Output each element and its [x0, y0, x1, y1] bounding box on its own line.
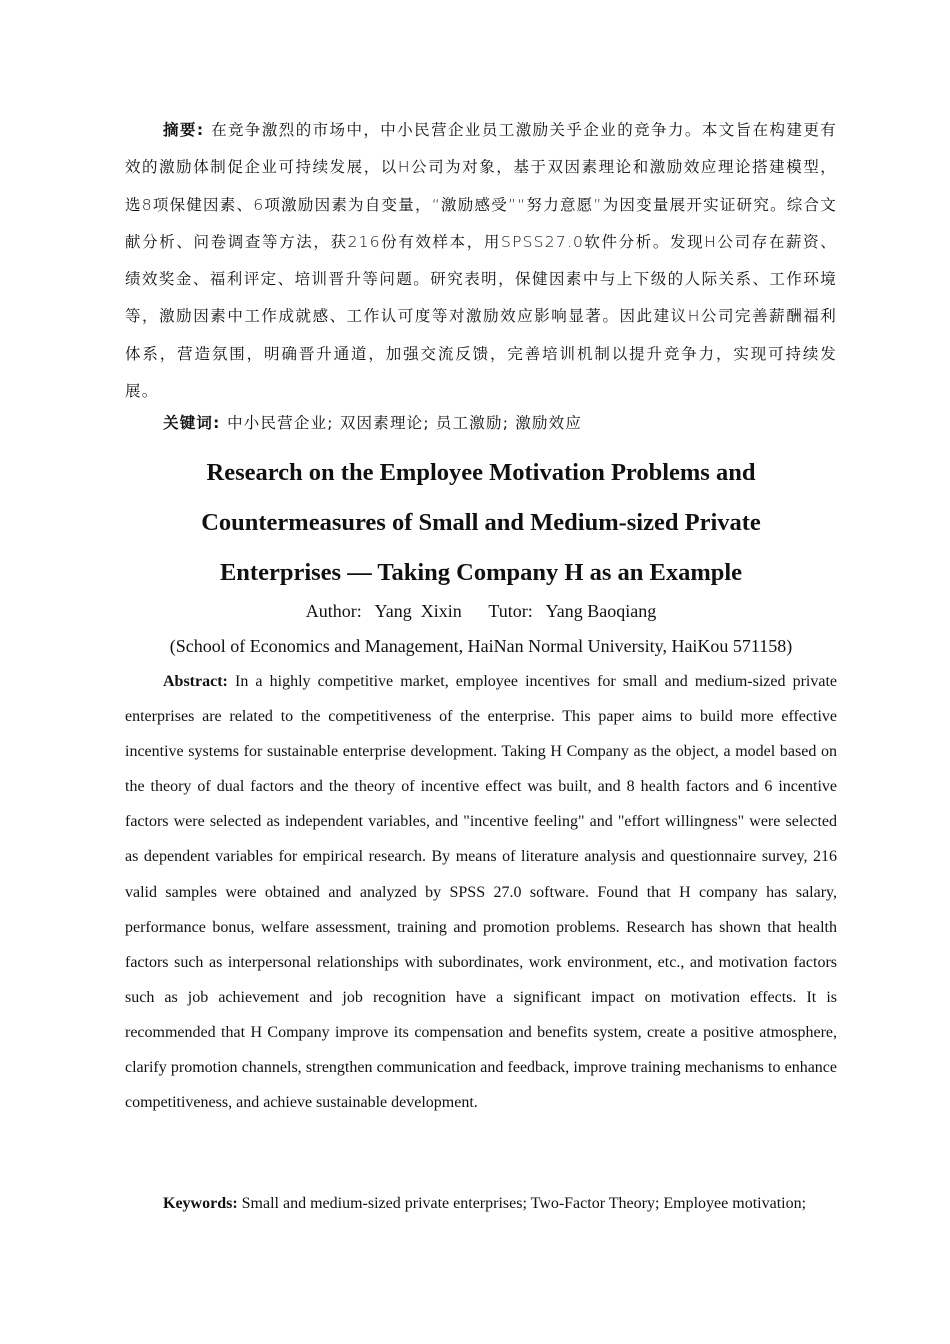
english-abstract-text: In a highly competitive market, employee incentives for small and medium-sized private enterprises are related to the competitiveness of the enterprise. This paper aims to build more effective incentive systems for sustainable enterprise development. Taking H Company as the object, a model based on the theory of dual factors and the theory of incentive effect was built, and 8 health factors and 6 incentive factors were selected as independent variables, and "incentive feeling" and "effort willingness" were selected as dependent variables for empirical research. By means of literature analysis and questionnaire survey, 216 valid samples were obtained and analyzed by SPSS 27.0 software. Found that H company has salary, performance bonus, welfare assessment, training and promotion problems. Research has shown that health factors such as interpersonal relationships with subordinates, work environment, etc., and motivation factors such as job achievement and job recognition have a significant impact on motivation effects. It is recommended that H Company improve its compensation and benefits system, create a positive atmosphere, clarify promotion channels, strengthen communication and feedback, improve training mechanisms to enhance competitiveness, and achieve sustainable development.: [125, 673, 837, 1112]
chinese-keywords: [125, 405, 837, 442]
english-keywords: [125, 1186, 837, 1221]
author-line: Author: Yang Xixin Tutor: Yang Baoqiang: [305, 601, 657, 621]
chinese-keywords-text: 中小民营企业; 双因素理论; 员工激励; 激励效应: [227, 414, 583, 432]
chinese-abstract: [125, 112, 837, 410]
english-title: [125, 448, 837, 598]
english-title-line-2: Countermeasures of Small and Medium-sized Private: [201, 509, 761, 536]
english-title-line-1: Research on the Employee Motivation Problems and: [206, 459, 756, 486]
english-keywords-label: Keywords:: [163, 1195, 242, 1212]
english-abstract-label: Abstract:: [163, 673, 235, 690]
chinese-abstract-text: 在竞争激烈的市场中，中小民营企业员工激励关乎企业的竞争力。本文旨在构建更有效的激励体制促企业可持续发展，以H公司为对象，基于双因素理论和激励效应理论搭建模型，选8项保健因素、6项激励因素为自变量，“激励感受”“努力意愿”为因变量展开实证研究。综合文献分析、问卷调查等方法，获216份有效样本，用SPSS27.0软件分析。发现H公司存在薪资、绩效奖金、福利评定、培训晋升等问题。研究表明，保健因素中与上下级的人际关系、工作环境等，激励因素中工作成就感、工作认可度等对激励效应影响显著。因此建议H公司完善薪酬福利体系，营造氛围，明确晋升通道，加强交流反馈，完善培训机制以提升竞争力，实现可持续发展。: [125, 121, 838, 401]
english-title-line-3: Enterprises — Taking Company H as an Example: [219, 559, 743, 586]
affiliation: (School of Economics and Management, HaiNan Normal University, HaiKou 571158): [169, 636, 793, 656]
english-abstract: [125, 664, 837, 1120]
english-keywords-text: Small and medium-sized private enterprises; Two-Factor Theory; Employee motivation;: [241, 1195, 807, 1212]
chinese-keywords-label: 关键词:: [163, 414, 228, 432]
chinese-abstract-label: 摘要:: [163, 121, 212, 139]
